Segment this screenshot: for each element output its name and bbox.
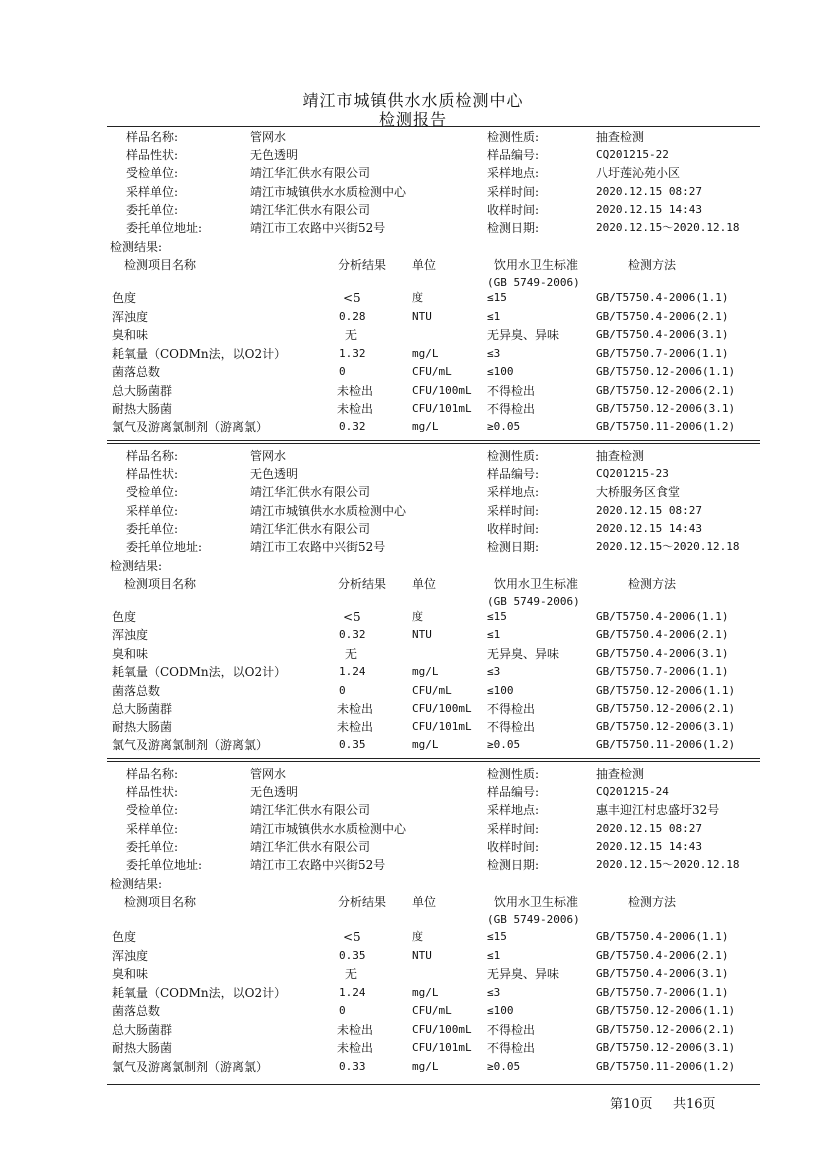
info-sample-name-value: 管网水 [250, 449, 287, 463]
info-receipt-time-label: 收样时间: [487, 521, 540, 536]
table-cell-item: 耐热大肠菌 [112, 402, 173, 416]
info-sample-name-label: 样品名称: [126, 449, 179, 463]
table-cell-method: GB/T5750.4-2006(3.1) [596, 967, 729, 980]
table-cell-standard: 无异臭、异味 [487, 647, 560, 661]
table-cell-method: GB/T5750.7-2006(1.1) [596, 665, 729, 678]
table-cell-unit: mg/L [412, 347, 439, 360]
table-cell-method: GB/T5750.12-2006(3.1) [596, 1041, 736, 1054]
table-cell-unit: NTU [412, 949, 432, 962]
info-inspection-type-label: 检测性质: [487, 130, 540, 144]
col-header-standard-sub: (GB 5749-2006) [487, 595, 580, 608]
info-test-date-label: 检测日期: [487, 540, 540, 554]
table-cell-method: GB/T5750.4-2006(1.1) [596, 930, 729, 943]
info-sample-no-label: 样品编号: [487, 148, 540, 163]
info-sampling-site-label: 采样地点: [487, 803, 540, 818]
table-cell-method: GB/T5750.7-2006(1.1) [596, 986, 729, 999]
table-cell-item: 色度 [112, 291, 137, 305]
table-cell-standard: 不得检出 [487, 1041, 536, 1055]
info-sampling-time-label: 采样时间: [487, 821, 540, 836]
col-header-result: 分析结果 [338, 258, 387, 272]
table-cell-result: 未检出 [337, 384, 374, 398]
table-cell-standard: 不得检出 [487, 402, 536, 416]
col-header-standard-sub: (GB 5749-2006) [487, 276, 580, 289]
info-receipt-time-value: 2020.12.15 14:43 [596, 521, 702, 535]
table-cell-item: 菌落总数 [112, 365, 161, 379]
table-cell-method: GB/T5750.4-2006(2.1) [596, 310, 729, 323]
table-cell-standard: ≤1 [487, 949, 501, 962]
table-cell-result: 1.32 [339, 347, 366, 360]
table-cell-result: 未检出 [337, 702, 374, 716]
table-cell-result: 0 [339, 1004, 346, 1017]
info-sampling-site-label: 采样地点: [487, 166, 540, 181]
rule-top [107, 126, 760, 127]
table-cell-method: GB/T5750.12-2006(2.1) [596, 1023, 736, 1036]
table-cell-unit: CFU/101mL [412, 1041, 472, 1054]
table-cell-method: GB/T5750.12-2006(2.1) [596, 384, 736, 397]
table-cell-standard: ≤15 [487, 291, 507, 304]
table-cell-standard: ≥0.05 [487, 738, 521, 751]
table-cell-standard: 不得检出 [487, 702, 536, 716]
info-inspected-unit-label: 受检单位: [126, 166, 179, 181]
table-cell-unit: CFU/mL [412, 684, 452, 697]
table-cell-result: <5 [343, 610, 361, 624]
table-cell-result: 0.32 [339, 420, 366, 433]
info-test-date-value: 2020.12.15～2020.12.18 [596, 540, 740, 553]
info-test-date-value: 2020.12.15～2020.12.18 [596, 221, 740, 234]
info-inspected-unit-value: 靖江华汇供水有限公司 [250, 803, 371, 818]
info-inspected-unit-label: 受检单位: [126, 803, 179, 818]
table-cell-item: 臭和味 [112, 647, 149, 661]
info-sampling-unit-label: 采样单位: [126, 503, 179, 518]
results-heading: 检测结果: [110, 559, 163, 573]
info-client-address-label: 委托单位地址: [126, 540, 203, 554]
info-inspection-type-value: 抽查检测 [596, 130, 645, 144]
info-sampling-unit-label: 采样单位: [126, 821, 179, 836]
table-cell-item: 色度 [112, 610, 137, 624]
col-header-result: 分析结果 [338, 895, 387, 909]
table-cell-method: GB/T5750.11-2006(1.2) [596, 420, 736, 433]
table-cell-method: GB/T5750.7-2006(1.1) [596, 347, 729, 360]
info-inspected-unit-label: 受检单位: [126, 485, 179, 500]
info-sample-no-value: CQ201215-23 [596, 467, 669, 481]
info-client-address-label: 委托单位地址: [126, 221, 203, 235]
info-client-unit-value: 靖江华汇供水有限公司 [250, 202, 371, 217]
table-cell-result: 0.33 [339, 1060, 366, 1073]
table-cell-item: 耗氧量（CODMn法，以O2计） [112, 347, 287, 361]
table-cell-standard: 不得检出 [487, 1023, 536, 1037]
info-receipt-time-label: 收样时间: [487, 839, 540, 854]
table-cell-method: GB/T5750.4-2006(3.1) [596, 328, 729, 341]
table-cell-unit: 度 [412, 610, 423, 623]
info-sample-no-label: 样品编号: [487, 785, 540, 800]
table-cell-method: GB/T5750.12-2006(3.1) [596, 720, 736, 733]
table-cell-standard: 无异臭、异味 [487, 328, 560, 342]
table-cell-result: 1.24 [339, 665, 366, 678]
info-sample-name-value: 管网水 [250, 130, 287, 144]
org-title: 靖江市城镇供水水质检测中心 [302, 91, 524, 110]
info-client-address-label: 委托单位地址: [126, 858, 203, 872]
table-cell-method: GB/T5750.4-2006(2.1) [596, 628, 729, 641]
table-cell-unit: mg/L [412, 420, 439, 433]
table-cell-standard: ≥0.05 [487, 420, 521, 433]
table-cell-standard: 不得检出 [487, 384, 536, 398]
col-header-method: 检测方法 [628, 895, 677, 909]
table-cell-result: 未检出 [337, 1023, 374, 1037]
table-cell-item: 耗氧量（CODMn法，以O2计） [112, 665, 287, 679]
table-cell-item: 总大肠菌群 [112, 384, 173, 398]
info-test-date-value: 2020.12.15～2020.12.18 [596, 858, 740, 871]
info-inspection-type-value: 抽查检测 [596, 449, 645, 463]
info-inspection-type-label: 检测性质: [487, 767, 540, 781]
info-sampling-unit-value: 靖江市城镇供水水质检测中心 [250, 503, 407, 518]
table-cell-result: 1.24 [339, 986, 366, 999]
info-sampling-time-value: 2020.12.15 08:27 [596, 503, 702, 517]
results-heading: 检测结果: [110, 877, 163, 891]
info-inspected-unit-value: 靖江华汇供水有限公司 [250, 485, 371, 500]
table-cell-standard: ≤15 [487, 610, 507, 623]
table-cell-result: 0.32 [339, 628, 366, 641]
rule-bottom [107, 1084, 760, 1085]
page-total: 共16页 [673, 1097, 716, 1112]
info-sample-no-value: CQ201215-24 [596, 785, 669, 799]
info-inspected-unit-value: 靖江华汇供水有限公司 [250, 166, 371, 181]
table-cell-method: GB/T5750.12-2006(2.1) [596, 702, 736, 715]
table-cell-method: GB/T5750.4-2006(3.1) [596, 647, 729, 660]
doc-title: 检测报告 [378, 110, 447, 129]
info-test-date-label: 检测日期: [487, 221, 540, 235]
col-header-item: 检测项目名称 [124, 895, 197, 909]
info-client-unit-value: 靖江华汇供水有限公司 [250, 521, 371, 536]
table-cell-unit: NTU [412, 310, 432, 323]
table-cell-result: 0.35 [339, 949, 366, 962]
col-header-result: 分析结果 [338, 577, 387, 591]
info-sample-state-value: 无色透明 [250, 785, 299, 800]
table-cell-standard: 无异臭、异味 [487, 967, 560, 981]
table-cell-result: 0.28 [339, 310, 366, 323]
table-cell-result: 未检出 [337, 1041, 374, 1055]
table-cell-standard: ≤3 [487, 347, 501, 360]
table-cell-unit: mg/L [412, 738, 439, 751]
info-sampling-unit-label: 采样单位: [126, 184, 179, 199]
rule-divider-1 [107, 440, 760, 444]
table-cell-method: GB/T5750.11-2006(1.2) [596, 738, 736, 751]
table-cell-result: 无 [345, 647, 358, 661]
table-cell-method: GB/T5750.12-2006(1.1) [596, 684, 736, 697]
table-cell-method: GB/T5750.4-2006(1.1) [596, 291, 729, 304]
col-header-unit: 单位 [412, 895, 437, 909]
info-sampling-site-value: 八圩莲沁苑小区 [596, 166, 681, 181]
info-sampling-site-label: 采样地点: [487, 485, 540, 500]
table-cell-result: 无 [345, 967, 358, 981]
info-client-unit-label: 委托单位: [126, 202, 179, 217]
table-cell-item: 氯气及游离氯制剂（游离氯） [112, 420, 269, 434]
table-cell-unit: NTU [412, 628, 432, 641]
table-cell-method: GB/T5750.11-2006(1.2) [596, 1060, 736, 1073]
table-cell-unit: CFU/101mL [412, 402, 472, 415]
info-client-unit-value: 靖江华汇供水有限公司 [250, 839, 371, 854]
table-cell-method: GB/T5750.12-2006(1.1) [596, 1004, 736, 1017]
info-sample-state-label: 样品性状: [126, 467, 179, 482]
info-client-address-value: 靖江市工农路中兴街52号 [250, 221, 386, 235]
info-client-unit-label: 委托单位: [126, 521, 179, 536]
table-cell-result: <5 [343, 291, 361, 305]
table-cell-standard: 不得检出 [487, 720, 536, 734]
info-sampling-unit-value: 靖江市城镇供水水质检测中心 [250, 821, 407, 836]
table-cell-item: 色度 [112, 930, 137, 944]
info-sample-name-label: 样品名称: [126, 130, 179, 144]
table-cell-result: <5 [343, 930, 361, 944]
col-header-method: 检测方法 [628, 577, 677, 591]
info-sample-state-label: 样品性状: [126, 148, 179, 163]
table-cell-result: 0 [339, 365, 346, 378]
table-cell-standard: ≤1 [487, 628, 501, 641]
col-header-item: 检测项目名称 [124, 258, 197, 272]
table-cell-item: 总大肠菌群 [112, 702, 173, 716]
table-cell-method: GB/T5750.4-2006(1.1) [596, 610, 729, 623]
info-receipt-time-value: 2020.12.15 14:43 [596, 202, 702, 216]
table-cell-result: 无 [345, 328, 358, 342]
info-sampling-time-label: 采样时间: [487, 184, 540, 199]
table-cell-item: 浑浊度 [112, 628, 149, 642]
table-cell-standard: ≤100 [487, 684, 514, 697]
col-header-item: 检测项目名称 [124, 577, 197, 591]
table-cell-unit: CFU/100mL [412, 702, 472, 715]
table-cell-item: 臭和味 [112, 328, 149, 342]
table-cell-method: GB/T5750.12-2006(3.1) [596, 402, 736, 415]
table-cell-item: 耐热大肠菌 [112, 1041, 173, 1055]
page-number: 第10页 [610, 1097, 653, 1112]
col-header-unit: 单位 [412, 577, 437, 591]
info-sample-state-value: 无色透明 [250, 467, 299, 482]
table-cell-item: 菌落总数 [112, 684, 161, 698]
results-heading: 检测结果: [110, 240, 163, 254]
table-cell-item: 臭和味 [112, 967, 149, 981]
info-sample-no-label: 样品编号: [487, 467, 540, 482]
info-sample-name-label: 样品名称: [126, 767, 179, 781]
info-client-unit-label: 委托单位: [126, 839, 179, 854]
col-header-standard: 饮用水卫生标准 [494, 577, 579, 591]
info-sampling-time-value: 2020.12.15 08:27 [596, 184, 702, 198]
table-cell-result: 0 [339, 684, 346, 697]
info-sampling-site-value: 惠丰迎江村忠盛圩32号 [596, 803, 720, 818]
table-cell-standard: ≥0.05 [487, 1060, 521, 1073]
table-cell-standard: ≤1 [487, 310, 501, 323]
info-client-address-value: 靖江市工农路中兴街52号 [250, 858, 386, 872]
table-cell-unit: CFU/100mL [412, 384, 472, 397]
col-header-method: 检测方法 [628, 258, 677, 272]
table-cell-unit: CFU/100mL [412, 1023, 472, 1036]
table-cell-unit: 度 [412, 930, 423, 943]
table-cell-standard: ≤3 [487, 665, 501, 678]
table-cell-item: 氯气及游离氯制剂（游离氯） [112, 738, 269, 752]
col-header-standard: 饮用水卫生标准 [494, 258, 579, 272]
table-cell-unit: 度 [412, 291, 423, 304]
col-header-standard-sub: (GB 5749-2006) [487, 913, 580, 926]
table-cell-method: GB/T5750.4-2006(2.1) [596, 949, 729, 962]
info-test-date-label: 检测日期: [487, 858, 540, 872]
info-receipt-time-label: 收样时间: [487, 202, 540, 217]
table-cell-standard: ≤15 [487, 930, 507, 943]
info-inspection-type-label: 检测性质: [487, 449, 540, 463]
info-receipt-time-value: 2020.12.15 14:43 [596, 839, 702, 853]
table-cell-standard: ≤3 [487, 986, 501, 999]
col-header-unit: 单位 [412, 258, 437, 272]
table-cell-result: 未检出 [337, 402, 374, 416]
rule-divider-2 [107, 758, 760, 762]
table-cell-unit: CFU/mL [412, 1004, 452, 1017]
table-cell-item: 氯气及游离氯制剂（游离氯） [112, 1060, 269, 1074]
info-client-address-value: 靖江市工农路中兴街52号 [250, 540, 386, 554]
table-cell-item: 菌落总数 [112, 1004, 161, 1018]
info-sample-no-value: CQ201215-22 [596, 148, 669, 162]
table-cell-item: 浑浊度 [112, 949, 149, 963]
info-sampling-site-value: 大桥服务区食堂 [596, 485, 681, 500]
info-sample-name-value: 管网水 [250, 767, 287, 781]
info-inspection-type-value: 抽查检测 [596, 767, 645, 781]
table-cell-unit: CFU/mL [412, 365, 452, 378]
info-sampling-time-label: 采样时间: [487, 503, 540, 518]
table-cell-item: 总大肠菌群 [112, 1023, 173, 1037]
table-cell-unit: mg/L [412, 665, 439, 678]
info-sample-state-label: 样品性状: [126, 785, 179, 800]
info-sample-state-value: 无色透明 [250, 148, 299, 163]
info-sampling-time-value: 2020.12.15 08:27 [596, 821, 702, 835]
col-header-standard: 饮用水卫生标准 [494, 895, 579, 909]
info-sampling-unit-value: 靖江市城镇供水水质检测中心 [250, 184, 407, 199]
table-cell-item: 浑浊度 [112, 310, 149, 324]
table-cell-method: GB/T5750.12-2006(1.1) [596, 365, 736, 378]
table-cell-result: 0.35 [339, 738, 366, 751]
table-cell-item: 耗氧量（CODMn法，以O2计） [112, 986, 287, 1000]
table-cell-unit: CFU/101mL [412, 720, 472, 733]
table-cell-standard: ≤100 [487, 365, 514, 378]
table-cell-unit: mg/L [412, 1060, 439, 1073]
table-cell-unit: mg/L [412, 986, 439, 999]
table-cell-item: 耐热大肠菌 [112, 720, 173, 734]
table-cell-result: 未检出 [337, 720, 374, 734]
table-cell-standard: ≤100 [487, 1004, 514, 1017]
